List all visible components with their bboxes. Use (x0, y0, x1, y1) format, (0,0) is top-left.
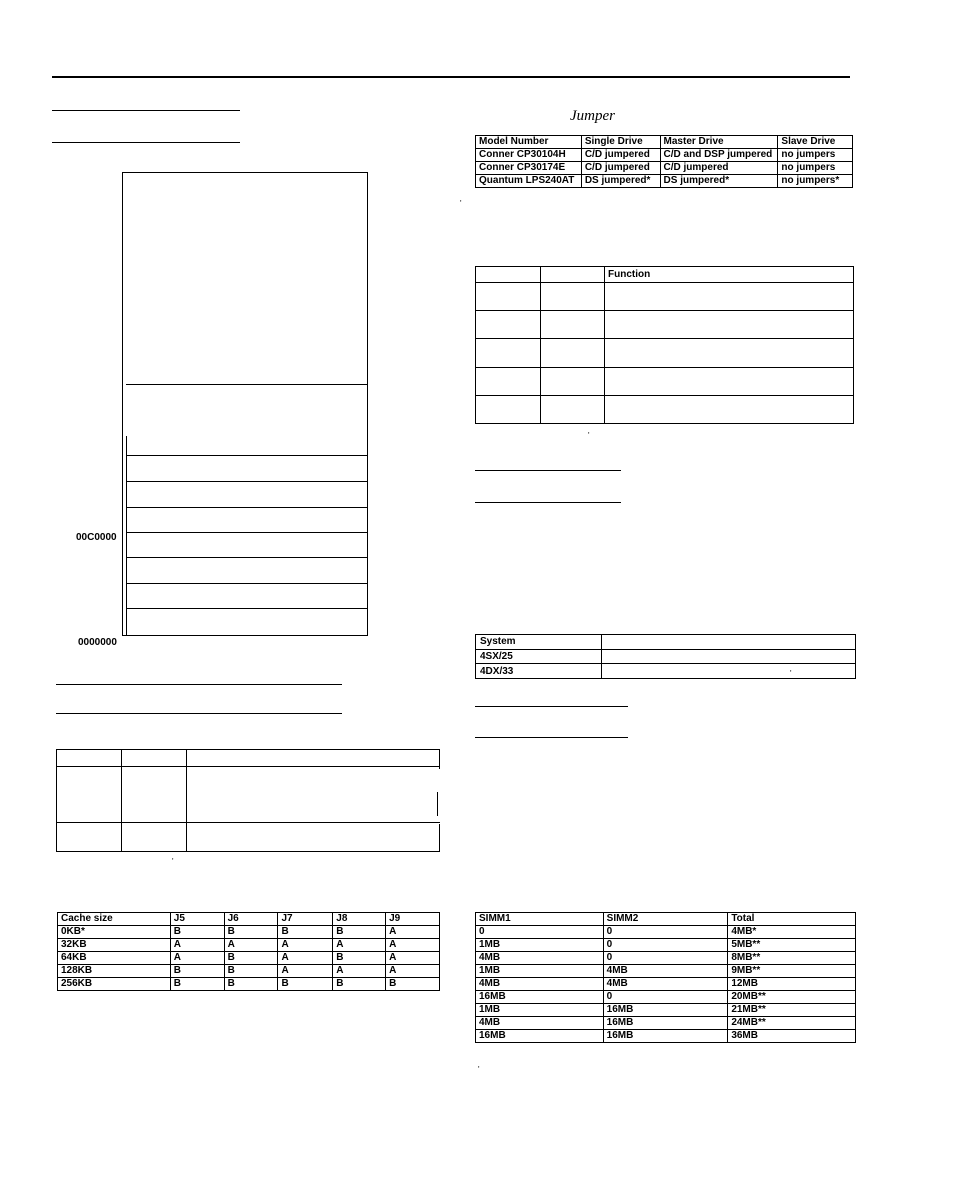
address-label: 00C0000 (76, 532, 117, 543)
table-cell: A (386, 939, 440, 952)
table-row (476, 991, 856, 1004)
section-rule (52, 142, 240, 143)
table-row (476, 926, 856, 939)
table-cell: 16MB (476, 1030, 604, 1043)
table-cell: 4MB (476, 952, 604, 965)
table-cell: Quantum LPS240AT (476, 175, 582, 188)
table-cell: 21MB** (728, 1004, 856, 1017)
table-cell: no jumpers (778, 162, 853, 175)
memory-map-divider (126, 583, 368, 584)
header-cell: Single Drive (581, 136, 660, 149)
section-rule (56, 684, 342, 685)
table-cell: B (278, 978, 333, 991)
header-cell: J9 (386, 913, 440, 926)
table-row (58, 926, 440, 939)
drive-jumper-table (475, 135, 853, 188)
header-cell: Slave Drive (778, 136, 853, 149)
table-row (476, 978, 856, 991)
table-cell: B (224, 965, 278, 978)
table-cell: 16MB (603, 1030, 728, 1043)
table-cell: 0 (603, 952, 728, 965)
section-rule (475, 737, 628, 738)
table-cell: 128KB (58, 965, 171, 978)
table-cell: 4MB (476, 978, 604, 991)
table-cell: C/D and DSP jumpered (660, 149, 778, 162)
table-cell: B (333, 978, 386, 991)
table-cell: no jumpers* (778, 175, 853, 188)
section-rule (475, 502, 621, 503)
section-rule (56, 713, 342, 714)
memory-map-divider (126, 532, 368, 533)
header-cell: Cache size (58, 913, 171, 926)
table-cell: A (278, 939, 333, 952)
header-cell: Model Number (476, 136, 582, 149)
table-cell: no jumpers (778, 149, 853, 162)
system-row: 4SX/25 (480, 651, 513, 662)
table-cell: B (170, 926, 224, 939)
table-cell: 24MB** (728, 1017, 856, 1030)
table-cell: 64KB (58, 952, 171, 965)
table-cell: 4MB (603, 965, 728, 978)
table-row (476, 952, 856, 965)
table-cell: B (170, 965, 224, 978)
table-cell: A (333, 965, 386, 978)
system-row: 4DX/33 (480, 666, 514, 677)
table-cell: B (224, 926, 278, 939)
table-cell: B (170, 978, 224, 991)
table-cell: 0 (603, 991, 728, 1004)
memory-map-divider (126, 507, 368, 508)
table-row (58, 965, 440, 978)
table-cell: 256KB (58, 978, 171, 991)
table-cell: 16MB (476, 991, 604, 1004)
table-cell: DS jumpered* (581, 175, 660, 188)
table-cell: 9MB** (728, 965, 856, 978)
memory-map-divider (126, 557, 368, 558)
section-rule (52, 110, 240, 111)
table-cell: B (278, 926, 333, 939)
memory-map-divider (126, 455, 368, 456)
table-row (476, 1030, 856, 1043)
header-cell: SIMM1 (476, 913, 604, 926)
table-cell: Conner CP30174E (476, 162, 582, 175)
table-cell: 0 (603, 939, 728, 952)
header-cell: Total (728, 913, 856, 926)
memory-map-divider (126, 481, 368, 482)
table-cell: A (278, 965, 333, 978)
header-cell: Master Drive (660, 136, 778, 149)
table-row (476, 1004, 856, 1017)
table-header-row (476, 136, 853, 149)
table-cell: A (170, 952, 224, 965)
table-cell: 4MB (476, 1017, 604, 1030)
table-cell: C/D jumpered (581, 149, 660, 162)
table-cell: 36MB (728, 1030, 856, 1043)
table-row (476, 1017, 856, 1030)
table-cell: 32KB (58, 939, 171, 952)
table-cell: B (224, 952, 278, 965)
table-cell: A (386, 926, 440, 939)
header-cell: SIMM2 (603, 913, 728, 926)
table-cell: A (386, 965, 440, 978)
table-cell: 8MB** (728, 952, 856, 965)
table-cell: A (224, 939, 278, 952)
header-cell: J6 (224, 913, 278, 926)
jumper-heading: Jumper (570, 108, 615, 124)
table-row (476, 939, 856, 952)
memory-map-inner-edge (126, 436, 127, 636)
table-cell: A (170, 939, 224, 952)
header-cell: J7 (278, 913, 333, 926)
table-row (58, 939, 440, 952)
table-cell: 12MB (728, 978, 856, 991)
table-cell: 4MB (603, 978, 728, 991)
table-cell: A (278, 952, 333, 965)
memory-map-divider (126, 384, 368, 385)
table-cell: B (333, 926, 386, 939)
memory-map-divider (126, 608, 368, 609)
table-cell: 5MB** (728, 939, 856, 952)
table-row (58, 978, 440, 991)
table-cell: B (333, 952, 386, 965)
table-cell: 16MB (603, 1017, 728, 1030)
table-cell: 0 (476, 926, 604, 939)
header-cell: J8 (333, 913, 386, 926)
section-rule (475, 470, 621, 471)
table-cell: B (224, 978, 278, 991)
cache-jumper-table (57, 912, 440, 991)
table-cell: DS jumpered* (660, 175, 778, 188)
table-cell: 20MB** (728, 991, 856, 1004)
table-cell: 0 (603, 926, 728, 939)
table-cell: 1MB (476, 965, 604, 978)
table-cell: 1MB (476, 1004, 604, 1017)
table-header-row (58, 913, 440, 926)
table-cell: A (333, 939, 386, 952)
table-cell: Conner CP30104H (476, 149, 582, 162)
table-cell: 4MB* (728, 926, 856, 939)
address-label: 0000000 (78, 637, 117, 648)
table-row (476, 162, 853, 175)
table-cell: 0KB* (58, 926, 171, 939)
table-cell: B (386, 978, 440, 991)
section-rule (475, 706, 628, 707)
header-cell: J5 (170, 913, 224, 926)
memory-map-frame (122, 172, 368, 636)
table-row (476, 175, 853, 188)
table-row (476, 149, 853, 162)
system-header: System (480, 636, 516, 647)
table-cell: 16MB (603, 1004, 728, 1017)
page-top-rule (52, 76, 850, 78)
function-header: Function (608, 269, 651, 280)
simm-memory-table (475, 912, 856, 1043)
table-cell: 1MB (476, 939, 604, 952)
table-cell: A (386, 952, 440, 965)
table-header-row (476, 913, 856, 926)
table-row (476, 965, 856, 978)
table-row (58, 952, 440, 965)
table-cell: C/D jumpered (660, 162, 778, 175)
table-cell: C/D jumpered (581, 162, 660, 175)
